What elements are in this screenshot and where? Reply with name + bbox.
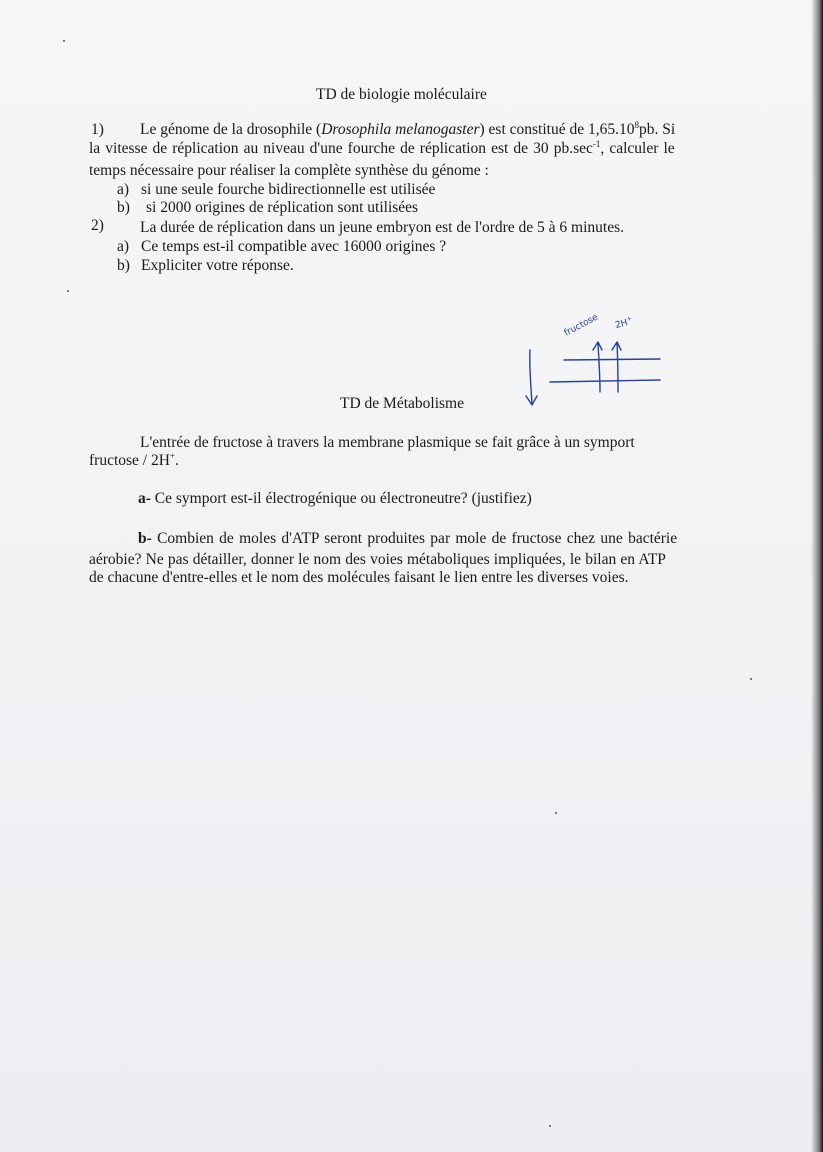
td2-intro-line1: L'entrée de fructose à travers la membrane plasmique se fait grâce à un symport <box>140 434 635 451</box>
q1-line1-a: Le génome de la drosophile ( <box>140 121 322 138</box>
question-b-label: b- <box>138 530 152 547</box>
q1-line1 <box>140 121 675 139</box>
scan-speck <box>63 40 65 42</box>
handwritten-membrane-sketch <box>520 306 670 412</box>
genome-size-exponent: 8 <box>634 120 639 130</box>
td2-title: TD de Métabolisme <box>340 395 464 412</box>
scan-speck <box>549 1125 551 1127</box>
transport-arrow-2 <box>617 344 618 392</box>
scan-speck <box>750 678 752 680</box>
q1-item-a-text: si une seule fourche bidirectionnelle est utilisée <box>141 181 436 198</box>
q2-item-a-text: Ce temps est-il compatible avec 16000 origines ? <box>141 238 447 255</box>
hand-label-fructose: fructose <box>562 312 600 339</box>
q1-item-b-text: si 2000 origines de réplication sont utilisées <box>146 199 419 216</box>
species-name: Drosophila melanogaster <box>321 121 480 138</box>
question-a-label: a- <box>138 490 151 507</box>
q1-item-a-marker: a) <box>117 181 130 198</box>
hand-label-protons-text: 2H <box>614 318 629 331</box>
membrane-line-top <box>564 359 660 360</box>
q1-line2 <box>89 140 675 158</box>
q1-number: 1) <box>91 121 104 138</box>
proton-charge-exponent: + <box>169 451 175 461</box>
membrane-line-bottom <box>550 380 660 382</box>
q2-item-a-marker: a) <box>117 238 130 255</box>
td2-question-a <box>138 490 532 508</box>
scan-speck <box>555 812 557 814</box>
transport-arrow-1 <box>598 344 600 392</box>
td2-question-b-line1 <box>138 530 677 548</box>
q1-line1-c: pb. Si <box>639 121 676 138</box>
q2-item-b-marker: b) <box>117 257 130 274</box>
td2-intro-line2-end: . <box>175 452 179 469</box>
scanner-edge-shadow <box>811 0 823 1152</box>
q1-line1-b: ) est constitué de 1,65.10 <box>479 121 635 138</box>
q1-item-b-marker: b) <box>117 199 130 216</box>
td2-intro-line2-text: fructose / 2H <box>89 452 170 469</box>
q1-line2-b: , calculer le <box>600 140 675 157</box>
td2-intro-line2 <box>89 452 179 470</box>
td2-question-b-line3: de chacune d'entre-elles et le nom des molécules faisant le lien entre les diverses voies. <box>89 569 629 586</box>
q2-line1: La durée de réplication dans un jeune embryon est de l'ordre de 5 à 6 minutes. <box>140 219 624 236</box>
speed-exponent: -1 <box>592 139 601 149</box>
scan-speck <box>67 290 69 292</box>
td1-title: TD de biologie moléculaire <box>316 86 487 103</box>
down-arrow-shaft <box>530 350 532 404</box>
q2-item-b-text: Expliciter votre réponse. <box>141 257 294 274</box>
q2-number: 2) <box>91 217 104 234</box>
q1-line3: temps nécessaire pour réaliser la complète synthèse du génome : <box>89 162 489 179</box>
hand-label-protons <box>614 315 634 331</box>
question-b-line1-text: Combien de moles d'ATP seront produites par mole de fructose chez une bactérie <box>157 530 678 547</box>
question-a-text: Ce symport est-il électrogénique ou électroneutre? (justifiez) <box>154 490 532 507</box>
hand-label-protons-exp: + <box>625 315 633 324</box>
td2-question-b-line2: aérobie? Ne pas détailler, donner le nom des voies métaboliques impliquées, le bilan en ATP <box>89 551 666 568</box>
q1-line2-a: la vitesse de réplication au niveau d'une fourche de réplication est de 30 pb.sec <box>89 140 593 157</box>
